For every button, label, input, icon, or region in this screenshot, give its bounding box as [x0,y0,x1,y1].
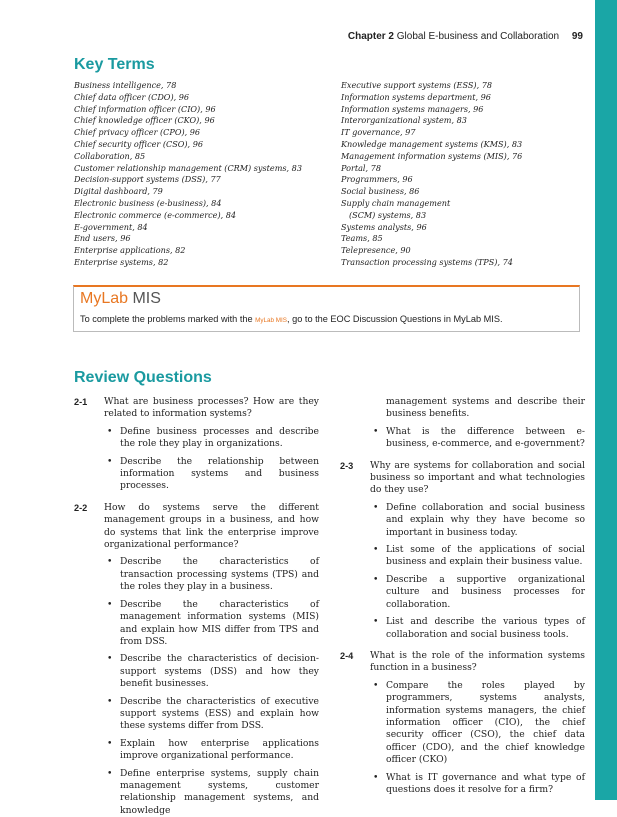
bullet-item: • Describe a supportive organizational culture and business processes for collaboration. [340,574,585,611]
question-number: 2-1 [74,397,88,407]
mylab-mis-title [80,290,161,308]
key-terms-right-column [341,80,591,269]
key-term: IT governance, 97 [341,127,416,138]
key-term: E-government, 84 [74,221,148,232]
chapter-side-tab [595,0,617,800]
bullet-item: • Describe the characteristics of management information systems (MIS) and explain how MIS differ from TPS and from DSS. [74,599,319,649]
key-term: Chief data officer (CDO), 96 [74,91,190,102]
review-left-column [74,396,319,817]
question-2-1 [74,396,319,421]
key-term: Customer relationship management (CRM) systems, 83 [74,162,302,173]
bullet-item: • List and describe the various types of collaboration and social business tools. [340,616,585,641]
key-term: Chief security officer (CSO), 96 [74,138,203,149]
page-number: 99 [571,31,583,42]
key-term: Interorganizational system, 83 [341,115,467,126]
key-term: Information systems department, 96 [341,91,491,102]
chapter-title: Global E-business and Collaboration [396,31,560,42]
bullet-item: • Explain how enterprise applications improve organizational performance. [74,738,319,763]
key-term: Portal, 78 [341,162,381,173]
key-term: Chief privacy officer (CPO), 96 [74,127,201,138]
key-term: Collaboration, 85 [74,150,146,161]
question-number: 2-2 [74,502,88,513]
key-term: Chief knowledge officer (CKO), 96 [74,115,215,126]
question-text: What are business processes? How are they related to information systems? [104,396,319,420]
question-text: What is the role of the information systems function in a business? [370,649,585,674]
key-term: Systems analysts, 96 [341,221,427,232]
question-2-2 [74,502,319,552]
question-text: How do systems serve the different management groups in a business, and how do systems that link the enterprise improve organizational performance? [104,501,319,551]
review-right-column [340,396,585,796]
key-term: Management information systems (MIS), 76 [341,150,523,161]
key-term: Decision-support systems (DSS), 77 [74,174,221,185]
key-term: Supply chain management [341,197,451,208]
key-term: Chief information officer (CIO), 96 [74,103,216,114]
key-term: Teams, 85 [341,233,383,244]
bullet-item: • Define business processes and describe the role they play in organizations. [74,426,319,451]
chapter-label: Chapter 2 [347,31,394,42]
bullet-item: • Describe the characteristics of transaction processing systems (TPS) and the roles they play in a business. [74,556,319,593]
question-2-3 [340,460,585,497]
running-header [300,31,583,42]
key-term: (SCM) systems, 83 [349,209,427,220]
key-term: Programmers, 96 [341,174,413,185]
question-number: 2-4 [340,650,354,661]
key-term: Electronic business (e-business), 84 [74,197,222,208]
bullet-continuation: management systems and describe their business benefits. [386,396,585,420]
question-text: Why are systems for collaboration and social business so important and what technologies do they use? [370,459,585,496]
bullet-item: • Describe the characteristics of decision-support systems (DSS) and how they benefit businesses. [74,653,319,690]
mylab-mis-icon: MyLab MIS [255,317,288,324]
key-term: Enterprise systems, 82 [74,256,169,267]
bullet-item: • Define collaboration and social business and explain why they have become so important in business today. [340,502,585,539]
mylab-instructions: To complete the problems marked with the MyLab MIS, go to the EOC Discussion Questions in MyLab MIS. [80,314,503,324]
question-2-4 [340,650,585,675]
key-term: Digital dashboard, 79 [74,186,163,197]
mylab-mis-box [73,285,580,332]
key-term: Information systems managers, 96 [341,103,484,114]
mis-brand: MIS [128,290,161,307]
key-terms-left-column [74,80,334,269]
bullet-item: • Compare the roles played by programmers, systems analysts, information systems managers, the chief information officer (CIO), the chief security officer (CSO), the chief data officer (CDO), and the chief knowledge officer (CKO) [340,680,585,767]
bullet-item: • List some of the applications of social business and explain their business value. [340,544,585,569]
key-term: Business intelligence, 78 [74,80,177,90]
key-term: Knowledge management systems (KMS), 83 [341,138,523,149]
mylab-brand: MyLab [80,290,129,307]
bullet-item: • Define enterprise systems, supply chain management systems, customer relationship management systems, and knowledge [74,768,319,817]
key-terms-heading: Key Terms [74,56,155,73]
bullet-item: • What is the difference between e-business, e-commerce, and e-government? [340,426,585,451]
key-term: Electronic commerce (e-commerce), 84 [74,209,237,220]
key-term: Telepresence, 90 [341,245,411,256]
key-term: Enterprise applications, 82 [74,245,186,256]
key-term: End users, 96 [74,233,131,244]
bullet-item: • Describe the characteristics of executive support systems (ESS) and explain how these systems differ from DSS. [74,696,319,733]
bullet-item: • What is IT governance and what type of questions does it resolve for a firm? [340,772,585,797]
key-term: Executive support systems (ESS), 78 [341,80,493,90]
key-term: Social business, 86 [341,186,420,197]
bullet-item: • Describe the relationship between information systems and business processes. [74,456,319,493]
key-term: Transaction processing systems (TPS), 74 [341,256,513,267]
review-questions-heading: Review Questions [74,369,212,386]
question-number: 2-3 [340,460,354,471]
